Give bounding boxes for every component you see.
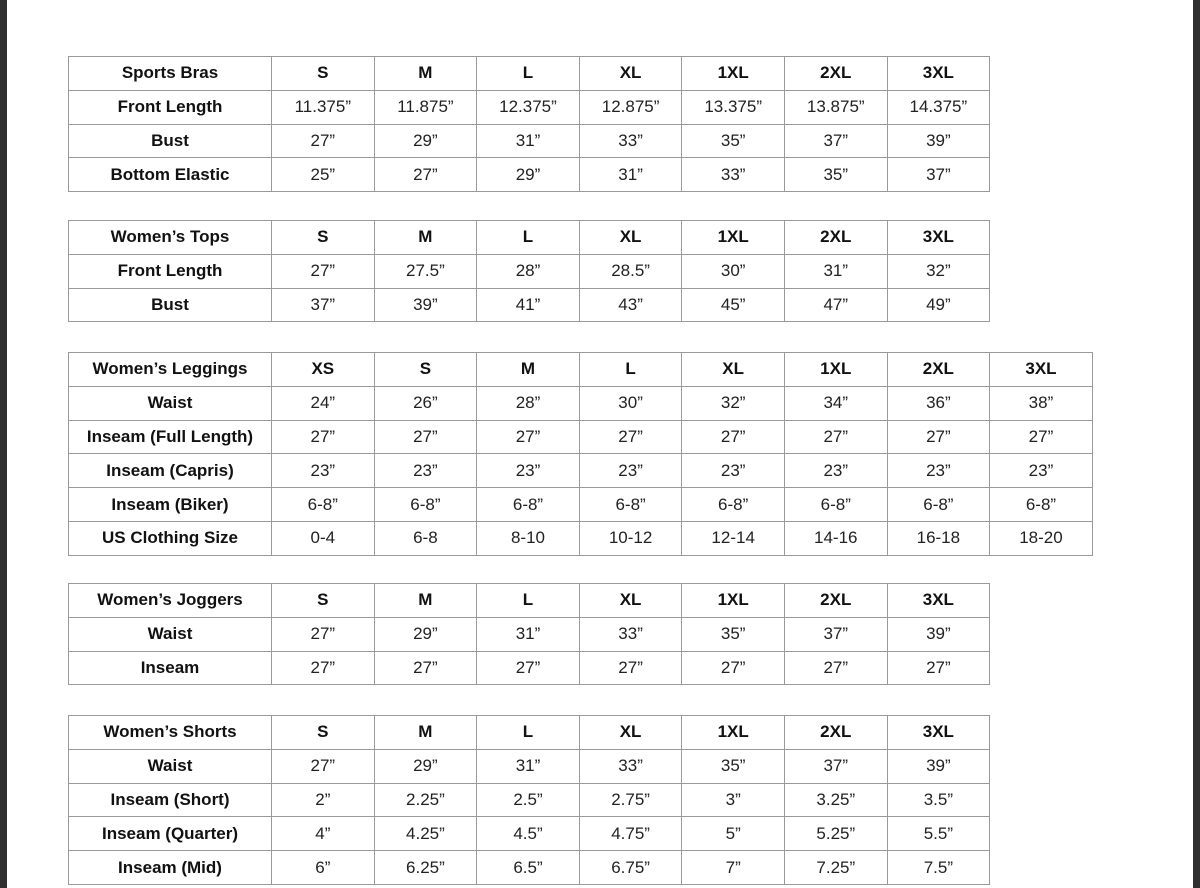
measurement-cell: 37” xyxy=(784,124,887,158)
measurement-cell: 4” xyxy=(272,817,375,851)
row-label: Waist xyxy=(69,617,272,651)
size-header-cell: 2XL xyxy=(784,221,887,255)
measurement-cell: 6-8” xyxy=(272,488,375,522)
measurement-cell: 23” xyxy=(272,454,375,488)
row-label: Inseam (Short) xyxy=(69,783,272,817)
measurement-cell: 31” xyxy=(477,124,580,158)
size-header-cell: XL xyxy=(579,221,682,255)
measurement-cell: 5.25” xyxy=(784,817,887,851)
measurement-cell: 6-8” xyxy=(579,488,682,522)
measurement-cell: 28” xyxy=(477,386,580,420)
measurement-cell: 27” xyxy=(784,651,887,685)
measurement-cell: 29” xyxy=(374,124,477,158)
sports-bras-table xyxy=(68,56,990,192)
measurement-cell: 33” xyxy=(682,158,785,192)
row-label: Bust xyxy=(69,124,272,158)
size-header-cell: L xyxy=(579,353,682,387)
table-title: Women’s Joggers xyxy=(69,584,272,618)
row-label: US Clothing Size xyxy=(69,521,272,555)
measurement-cell: 23” xyxy=(579,454,682,488)
measurement-cell: 27” xyxy=(374,651,477,685)
measurement-cell: 27” xyxy=(477,651,580,685)
measurement-cell: 27” xyxy=(682,420,785,454)
size-header-cell: S xyxy=(374,353,477,387)
measurement-cell: 7.25” xyxy=(784,851,887,885)
size-header-cell: M xyxy=(374,716,477,750)
measurement-cell: 27” xyxy=(374,158,477,192)
table-row xyxy=(69,617,990,651)
size-header-cell: 3XL xyxy=(887,57,990,91)
measurement-cell: 35” xyxy=(682,124,785,158)
measurement-cell: 39” xyxy=(887,749,990,783)
measurement-cell: 6-8” xyxy=(887,488,990,522)
table-row xyxy=(69,521,1093,555)
measurement-cell: 13.375” xyxy=(682,90,785,124)
measurement-cell: 10-12 xyxy=(579,521,682,555)
row-label: Inseam (Biker) xyxy=(69,488,272,522)
table-header-row xyxy=(69,716,990,750)
measurement-cell: 28” xyxy=(477,254,580,288)
size-header-cell: 2XL xyxy=(784,716,887,750)
size-header-cell: M xyxy=(477,353,580,387)
window-edge-left xyxy=(0,0,7,888)
row-label: Waist xyxy=(69,386,272,420)
measurement-cell: 25” xyxy=(272,158,375,192)
row-label: Waist xyxy=(69,749,272,783)
size-header-cell: XL xyxy=(579,584,682,618)
measurement-cell: 23” xyxy=(784,454,887,488)
measurement-cell: 31” xyxy=(477,617,580,651)
table-row xyxy=(69,749,990,783)
table-row xyxy=(69,254,990,288)
measurement-cell: 29” xyxy=(374,749,477,783)
measurement-cell: 37” xyxy=(887,158,990,192)
measurement-cell: 18-20 xyxy=(990,521,1093,555)
measurement-cell: 2.75” xyxy=(579,783,682,817)
measurement-cell: 39” xyxy=(374,288,477,322)
row-label: Inseam (Full Length) xyxy=(69,420,272,454)
measurement-cell: 2” xyxy=(272,783,375,817)
measurement-cell: 43” xyxy=(579,288,682,322)
table-row xyxy=(69,488,1093,522)
measurement-cell: 34” xyxy=(784,386,887,420)
measurement-cell: 6-8” xyxy=(477,488,580,522)
measurement-cell: 31” xyxy=(579,158,682,192)
measurement-cell: 35” xyxy=(784,158,887,192)
womens-tops-table xyxy=(68,220,990,322)
table-row xyxy=(69,124,990,158)
measurement-cell: 32” xyxy=(887,254,990,288)
measurement-cell: 0-4 xyxy=(272,521,375,555)
measurement-cell: 36” xyxy=(887,386,990,420)
measurement-cell: 4.25” xyxy=(374,817,477,851)
measurement-cell: 26” xyxy=(374,386,477,420)
measurement-cell: 47” xyxy=(784,288,887,322)
measurement-cell: 6-8” xyxy=(990,488,1093,522)
measurement-cell: 27” xyxy=(272,420,375,454)
size-header-cell: L xyxy=(477,57,580,91)
measurement-cell: 31” xyxy=(784,254,887,288)
measurement-cell: 6” xyxy=(272,851,375,885)
measurement-cell: 29” xyxy=(374,617,477,651)
measurement-cell: 5.5” xyxy=(887,817,990,851)
womens-leggings-table xyxy=(68,352,1093,556)
measurement-cell: 11.875” xyxy=(374,90,477,124)
row-label: Bust xyxy=(69,288,272,322)
measurement-cell: 33” xyxy=(579,124,682,158)
measurement-cell: 31” xyxy=(477,749,580,783)
measurement-cell: 14.375” xyxy=(887,90,990,124)
measurement-cell: 28.5” xyxy=(579,254,682,288)
measurement-cell: 27” xyxy=(784,420,887,454)
size-header-cell: 2XL xyxy=(887,353,990,387)
size-header-cell: XL xyxy=(579,57,682,91)
table-row xyxy=(69,386,1093,420)
measurement-cell: 6-8 xyxy=(374,521,477,555)
measurement-cell: 39” xyxy=(887,617,990,651)
measurement-cell: 5” xyxy=(682,817,785,851)
measurement-cell: 45” xyxy=(682,288,785,322)
size-header-cell: 3XL xyxy=(990,353,1093,387)
measurement-cell: 39” xyxy=(887,124,990,158)
size-header-cell: 3XL xyxy=(887,584,990,618)
measurement-cell: 37” xyxy=(272,288,375,322)
table-title: Women’s Shorts xyxy=(69,716,272,750)
measurement-cell: 11.375” xyxy=(272,90,375,124)
measurement-cell: 27” xyxy=(887,420,990,454)
measurement-cell: 27” xyxy=(272,254,375,288)
size-header-cell: S xyxy=(272,716,375,750)
size-header-cell: 2XL xyxy=(784,584,887,618)
size-header-cell: L xyxy=(477,584,580,618)
measurement-cell: 27” xyxy=(374,420,477,454)
womens-joggers-table xyxy=(68,583,990,685)
measurement-cell: 23” xyxy=(374,454,477,488)
measurement-cell: 33” xyxy=(579,617,682,651)
measurement-cell: 12-14 xyxy=(682,521,785,555)
measurement-cell: 35” xyxy=(682,617,785,651)
row-label: Inseam xyxy=(69,651,272,685)
size-header-cell: XL xyxy=(579,716,682,750)
measurement-cell: 27” xyxy=(272,617,375,651)
measurement-cell: 23” xyxy=(887,454,990,488)
womens-shorts-table xyxy=(68,715,990,885)
measurement-cell: 37” xyxy=(784,749,887,783)
measurement-cell: 33” xyxy=(579,749,682,783)
size-header-cell: M xyxy=(374,584,477,618)
measurement-cell: 3” xyxy=(682,783,785,817)
measurement-cell: 29” xyxy=(477,158,580,192)
row-label: Inseam (Capris) xyxy=(69,454,272,488)
measurement-cell: 37” xyxy=(784,617,887,651)
measurement-cell: 27.5” xyxy=(374,254,477,288)
size-header-cell: 1XL xyxy=(682,716,785,750)
measurement-cell: 6-8” xyxy=(682,488,785,522)
size-header-cell: 1XL xyxy=(682,221,785,255)
measurement-cell: 38” xyxy=(990,386,1093,420)
measurement-cell: 7.5” xyxy=(887,851,990,885)
row-label: Inseam (Quarter) xyxy=(69,817,272,851)
size-header-cell: L xyxy=(477,716,580,750)
measurement-cell: 8-10 xyxy=(477,521,580,555)
size-header-cell: S xyxy=(272,57,375,91)
table-title: Women’s Tops xyxy=(69,221,272,255)
window-edge-right xyxy=(1193,0,1200,888)
measurement-cell: 27” xyxy=(579,420,682,454)
measurement-cell: 6.75” xyxy=(579,851,682,885)
table-row xyxy=(69,90,990,124)
measurement-cell: 27” xyxy=(272,651,375,685)
size-header-cell: 1XL xyxy=(784,353,887,387)
size-header-cell: 3XL xyxy=(887,716,990,750)
table-header-row xyxy=(69,221,990,255)
size-header-cell: 3XL xyxy=(887,221,990,255)
measurement-cell: 3.25” xyxy=(784,783,887,817)
row-label: Front Length xyxy=(69,254,272,288)
table-row xyxy=(69,158,990,192)
table-row xyxy=(69,783,990,817)
measurement-cell: 4.5” xyxy=(477,817,580,851)
measurement-cell: 27” xyxy=(990,420,1093,454)
table-row xyxy=(69,851,990,885)
table-title: Women’s Leggings xyxy=(69,353,272,387)
measurement-cell: 41” xyxy=(477,288,580,322)
table-row xyxy=(69,454,1093,488)
size-header-cell: XL xyxy=(682,353,785,387)
measurement-cell: 23” xyxy=(477,454,580,488)
table-row xyxy=(69,651,990,685)
measurement-cell: 4.75” xyxy=(579,817,682,851)
measurement-cell: 12.875” xyxy=(579,90,682,124)
size-header-cell: L xyxy=(477,221,580,255)
measurement-cell: 49” xyxy=(887,288,990,322)
measurement-cell: 2.25” xyxy=(374,783,477,817)
table-header-row xyxy=(69,57,990,91)
measurement-cell: 32” xyxy=(682,386,785,420)
table-title: Sports Bras xyxy=(69,57,272,91)
size-header-cell: XS xyxy=(272,353,375,387)
row-label: Front Length xyxy=(69,90,272,124)
size-header-cell: 2XL xyxy=(784,57,887,91)
measurement-cell: 27” xyxy=(682,651,785,685)
measurement-cell: 6.5” xyxy=(477,851,580,885)
measurement-cell: 27” xyxy=(477,420,580,454)
row-label: Bottom Elastic xyxy=(69,158,272,192)
table-header-row xyxy=(69,353,1093,387)
table-header-row xyxy=(69,584,990,618)
size-header-cell: S xyxy=(272,584,375,618)
measurement-cell: 24” xyxy=(272,386,375,420)
table-row xyxy=(69,817,990,851)
size-header-cell: S xyxy=(272,221,375,255)
measurement-cell: 2.5” xyxy=(477,783,580,817)
table-row xyxy=(69,420,1093,454)
measurement-cell: 30” xyxy=(682,254,785,288)
size-header-cell: 1XL xyxy=(682,584,785,618)
table-row xyxy=(69,288,990,322)
measurement-cell: 16-18 xyxy=(887,521,990,555)
measurement-cell: 27” xyxy=(272,124,375,158)
measurement-cell: 13.875” xyxy=(784,90,887,124)
size-header-cell: M xyxy=(374,57,477,91)
measurement-cell: 27” xyxy=(887,651,990,685)
measurement-cell: 14-16 xyxy=(784,521,887,555)
size-header-cell: 1XL xyxy=(682,57,785,91)
measurement-cell: 30” xyxy=(579,386,682,420)
measurement-cell: 23” xyxy=(990,454,1093,488)
measurement-cell: 27” xyxy=(579,651,682,685)
measurement-cell: 27” xyxy=(272,749,375,783)
measurement-cell: 35” xyxy=(682,749,785,783)
measurement-cell: 6.25” xyxy=(374,851,477,885)
measurement-cell: 23” xyxy=(682,454,785,488)
measurement-cell: 7” xyxy=(682,851,785,885)
measurement-cell: 3.5” xyxy=(887,783,990,817)
measurement-cell: 6-8” xyxy=(374,488,477,522)
measurement-cell: 6-8” xyxy=(784,488,887,522)
measurement-cell: 12.375” xyxy=(477,90,580,124)
size-header-cell: M xyxy=(374,221,477,255)
row-label: Inseam (Mid) xyxy=(69,851,272,885)
